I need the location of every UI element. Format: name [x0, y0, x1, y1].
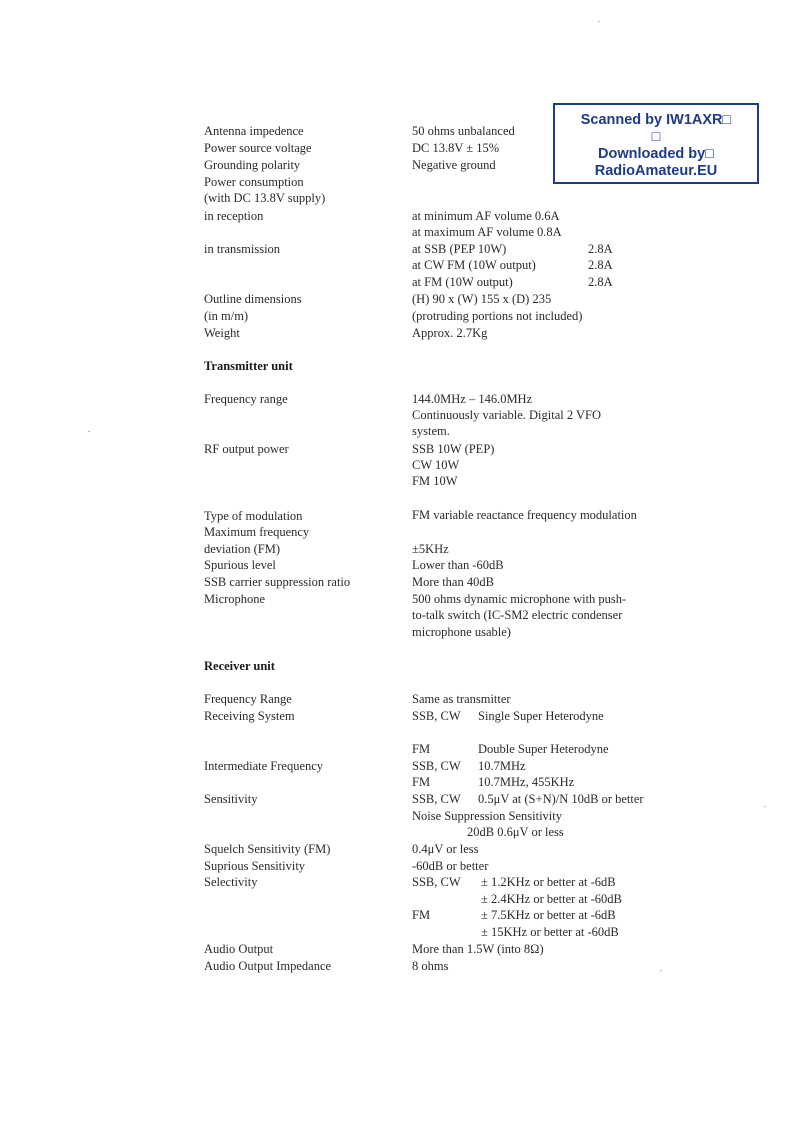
- spec-value: 0.5μV at (S+N)/N 10dB or better: [478, 792, 644, 806]
- spec-mode: FM: [412, 775, 431, 789]
- spec-label: (with DC 13.8V supply): [204, 191, 326, 205]
- section-heading: Transmitter unit: [204, 359, 293, 373]
- spec-value: ± 15KHz or better at -60dB: [481, 925, 619, 939]
- spec-mode: FM: [412, 908, 431, 922]
- spec-value: FM 10W: [412, 474, 458, 488]
- spec-value: at SSB (PEP 10W): [412, 242, 507, 256]
- spec-label: Receiving System: [204, 709, 295, 723]
- spec-value: -60dB or better: [412, 859, 489, 873]
- spec-value: Noise Suppression Sensitivity: [412, 809, 563, 823]
- spec-value: to-talk switch (IC-SM2 electric condenser: [412, 608, 623, 622]
- scan-speck: [764, 806, 766, 807]
- spec-label: (in m/m): [204, 309, 249, 323]
- spec-value: ± 2.4KHz or better at -60dB: [481, 892, 622, 906]
- spec-value: Approx. 2.7Kg: [412, 326, 488, 340]
- stamp-line: RadioAmateur.EU: [594, 163, 718, 179]
- spec-label: in reception: [204, 209, 264, 223]
- spec-value: ±5KHz: [412, 542, 449, 556]
- spec-value: 10.7MHz, 455KHz: [478, 775, 575, 789]
- stamp-line: □: [651, 129, 661, 145]
- spec-label: Audio Output Impedance: [204, 959, 332, 973]
- spec-mode: SSB, CW: [412, 709, 461, 723]
- spec-label: Outline dimensions: [204, 292, 302, 306]
- spec-label: Microphone: [204, 592, 266, 606]
- spec-mode: SSB, CW: [412, 875, 461, 889]
- spec-label: Sensitivity: [204, 792, 258, 806]
- spec-value: Single Super Heterodyne: [478, 709, 604, 723]
- spec-value: at maximum AF volume 0.8A: [412, 225, 562, 239]
- spec-label: Selectivity: [204, 875, 258, 889]
- stamp-line: Downloaded by□: [598, 146, 714, 162]
- spec-value: Continuously variable. Digital 2 VFO: [412, 408, 601, 422]
- spec-label: Frequency Range: [204, 692, 292, 706]
- spec-label: in transmission: [204, 242, 281, 256]
- spec-current: 2.8A: [588, 258, 613, 272]
- spec-label: Intermediate Frequency: [204, 759, 324, 773]
- spec-value: More than 1.5W (into 8Ω): [412, 942, 544, 956]
- scan-stamp: [553, 103, 759, 184]
- spec-value: 0.4μV or less: [412, 842, 479, 856]
- spec-label: Squelch Sensitivity (FM): [204, 842, 331, 856]
- spec-value: 8 ohms: [412, 959, 449, 973]
- spec-label: Spurious level: [204, 558, 276, 572]
- spec-value: Lower than -60dB: [412, 558, 504, 572]
- spec-value: (H) 90 x (W) 155 x (D) 235: [412, 292, 552, 306]
- spec-value: 10.7MHz: [478, 759, 526, 773]
- spec-label: Frequency range: [204, 392, 288, 406]
- spec-value: SSB 10W (PEP): [412, 442, 495, 456]
- scan-speck: [88, 431, 90, 432]
- spec-value: Same as transmitter: [412, 692, 511, 706]
- spec-value: More than 40dB: [412, 575, 494, 589]
- spec-label: Power source voltage: [204, 141, 312, 155]
- spec-value: at minimum AF volume 0.6A: [412, 209, 560, 223]
- spec-mode: FM: [412, 742, 431, 756]
- stamp-line: Scanned by IW1AXR□: [580, 112, 732, 128]
- spec-value: 50 ohms unbalanced: [412, 124, 515, 138]
- spec-value: 20dB 0.6μV or less: [467, 825, 564, 839]
- scan-speck: [598, 21, 600, 22]
- spec-label: Maximum frequency: [204, 525, 310, 539]
- spec-value: DC 13.8V ± 15%: [412, 141, 500, 155]
- spec-value: (protruding portions not included): [412, 309, 583, 323]
- spec-label: Type of modulation: [204, 509, 303, 523]
- spec-label: SSB carrier suppression ratio: [204, 575, 351, 589]
- spec-value: at CW FM (10W output): [412, 258, 536, 272]
- spec-value: at FM (10W output): [412, 275, 513, 289]
- spec-current: 2.8A: [588, 242, 613, 256]
- spec-value: Double Super Heterodyne: [478, 742, 609, 756]
- spec-value: CW 10W: [412, 458, 460, 472]
- spec-value: 144.0MHz – 146.0MHz: [412, 392, 533, 406]
- spec-current: 2.8A: [588, 275, 613, 289]
- scan-speck: [660, 970, 662, 971]
- spec-label: Audio Output: [204, 942, 274, 956]
- spec-label: RF output power: [204, 442, 289, 456]
- spec-value: system.: [412, 424, 450, 438]
- spec-value: Negative ground: [412, 158, 496, 172]
- spec-mode: SSB, CW: [412, 759, 461, 773]
- spec-label: Grounding polarity: [204, 158, 301, 172]
- section-heading: Receiver unit: [204, 659, 275, 673]
- spec-label: Suprious Sensitivity: [204, 859, 306, 873]
- spec-label: deviation (FM): [204, 542, 281, 556]
- spec-mode: SSB, CW: [412, 792, 461, 806]
- spec-value: ± 7.5KHz or better at -6dB: [481, 908, 616, 922]
- spec-value: FM variable reactance frequency modulation: [412, 508, 637, 522]
- spec-label: Weight: [204, 326, 240, 340]
- spec-label: Power consumption: [204, 175, 304, 189]
- spec-value: 500 ohms dynamic microphone with push-: [412, 592, 627, 606]
- spec-label: Antenna impedence: [204, 124, 304, 138]
- spec-value: microphone usable): [412, 625, 511, 639]
- spec-value: ± 1.2KHz or better at -6dB: [481, 875, 616, 889]
